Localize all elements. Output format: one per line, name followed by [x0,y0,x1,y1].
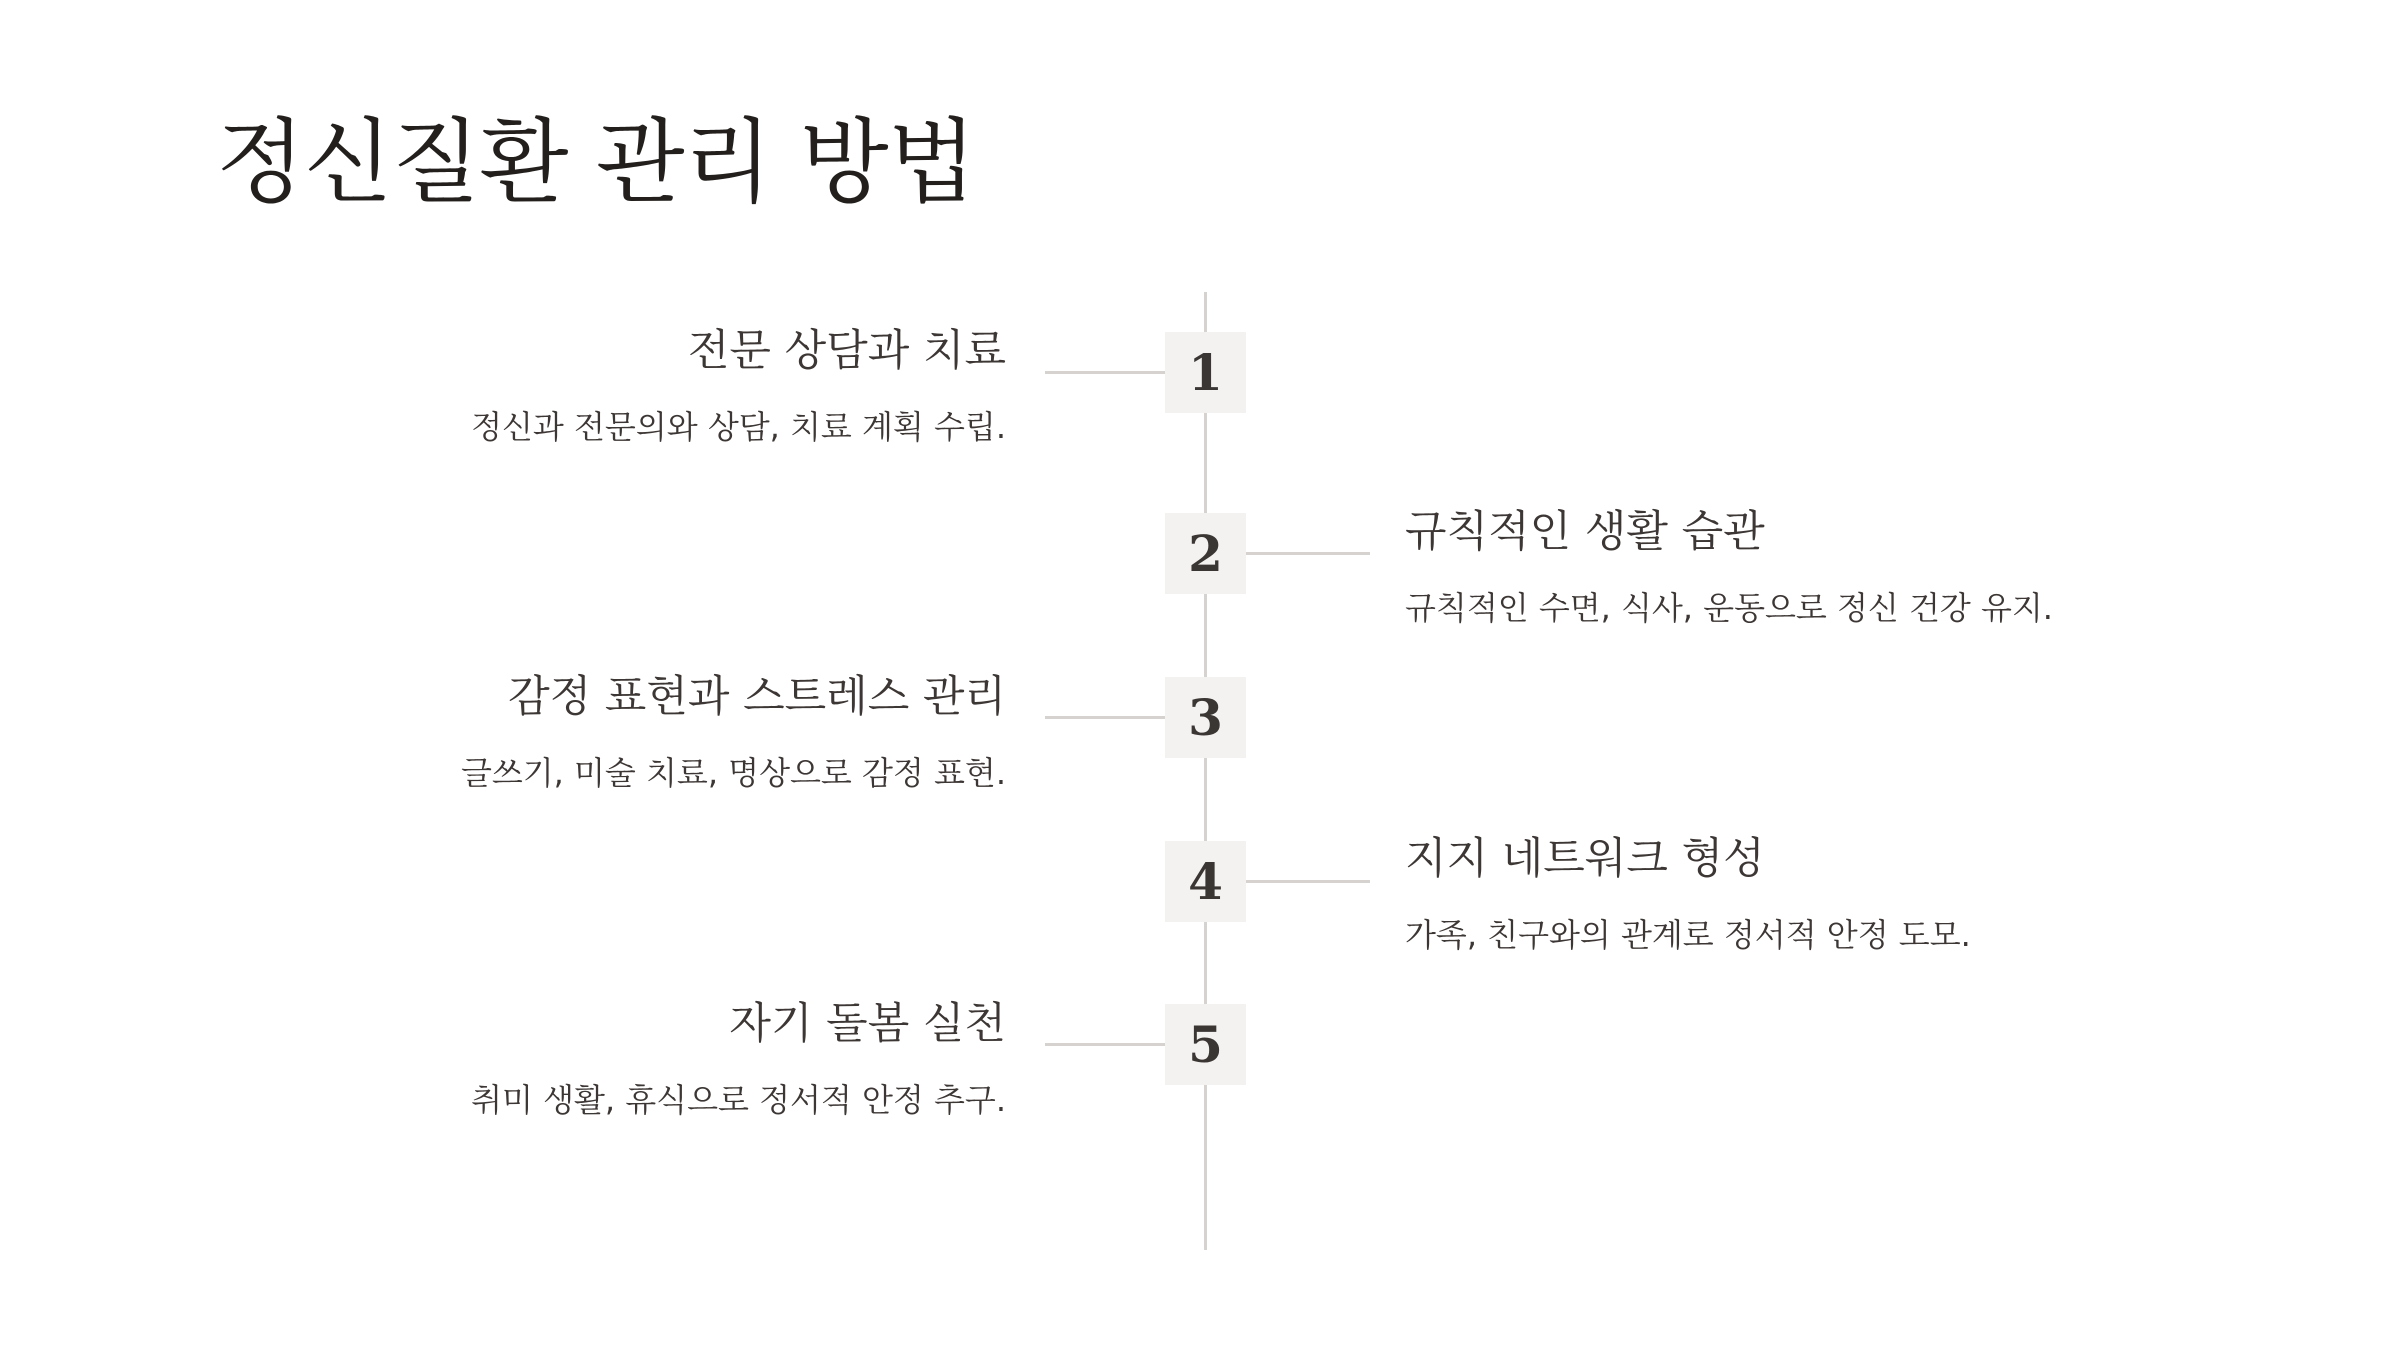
step-description: 취미 생활, 휴식으로 정서적 안정 추구. [471,1081,1006,1119]
step-number-marker: 4 [1165,841,1246,922]
step-connector [1246,552,1370,555]
step-description: 글쓰기, 미술 치료, 명상으로 감정 표현. [460,754,1006,792]
step-title: 감정 표현과 스트레스 관리 [508,672,1006,722]
step-connector [1045,1043,1165,1046]
step-number-marker: 2 [1165,513,1246,594]
step-description: 정신과 전문의와 상담, 치료 계획 수립. [471,408,1006,446]
step-connector [1045,716,1165,719]
step-connector [1246,880,1370,883]
step-description: 규칙적인 수면, 식사, 운동으로 정신 건강 유지. [1405,589,2053,627]
step-title: 규칙적인 생활 습관 [1405,507,1765,557]
step-number-marker: 1 [1165,332,1246,413]
step-title: 자기 돌봄 실천 [729,999,1006,1049]
step-number-marker: 5 [1165,1004,1246,1085]
step-title: 지지 네트워크 형성 [1405,834,1765,884]
step-description: 가족, 친구와의 관계로 정서적 안정 도모. [1405,916,1971,954]
step-number-marker: 3 [1165,677,1246,758]
step-connector [1045,371,1165,374]
step-title: 전문 상담과 치료 [687,326,1006,376]
timeline-axis [1204,292,1207,1250]
page-title: 정신질환 관리 방법 [216,109,976,216]
